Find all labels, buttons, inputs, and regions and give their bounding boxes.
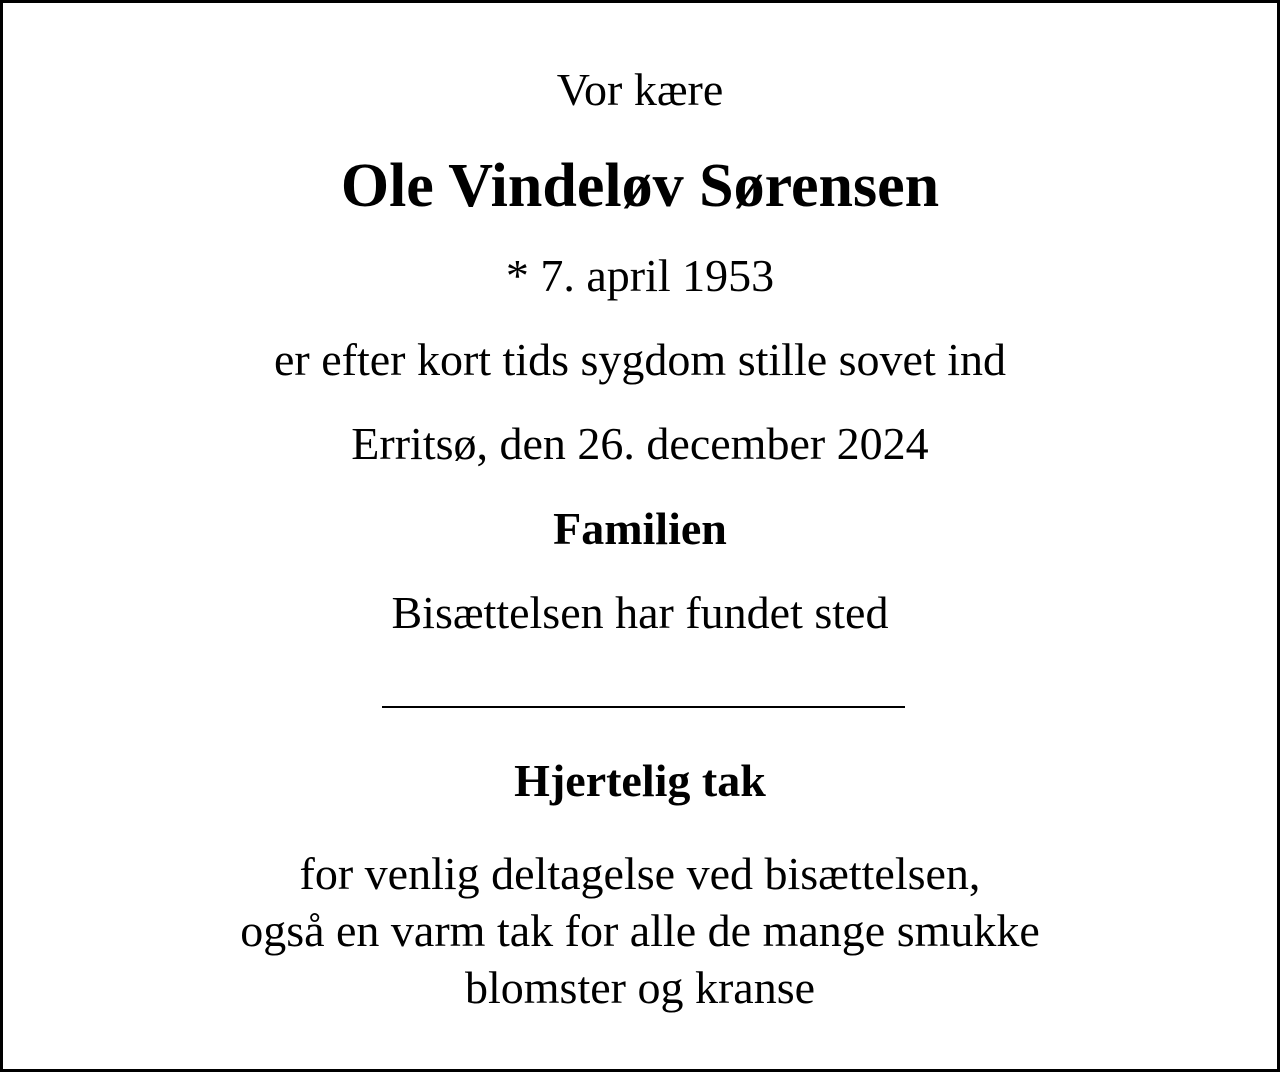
passing-text: er efter kort tids sygdom stille sovet ind [273, 334, 1007, 385]
intro-text: Vor kære [556, 64, 724, 115]
section-divider [382, 706, 905, 708]
deceased-name: Ole Vindeløv Sørensen [340, 152, 940, 220]
signature: Familien [553, 503, 727, 554]
funeral-note: Bisættelsen har fundet sted [391, 587, 889, 638]
thanks-line: for venlig deltagelse ved bisættelsen, [299, 848, 981, 899]
birth-date: * 7. april 1953 [505, 250, 775, 301]
place-and-date: Erritsø, den 26. december 2024 [351, 418, 929, 469]
thanks-line: blomster og kranse [464, 962, 816, 1013]
thanks-line: også en varm tak for alle de mange smukke [240, 905, 1040, 956]
thanks-message [3, 845, 1277, 1016]
thanks-heading: Hjertelig tak [514, 755, 766, 806]
